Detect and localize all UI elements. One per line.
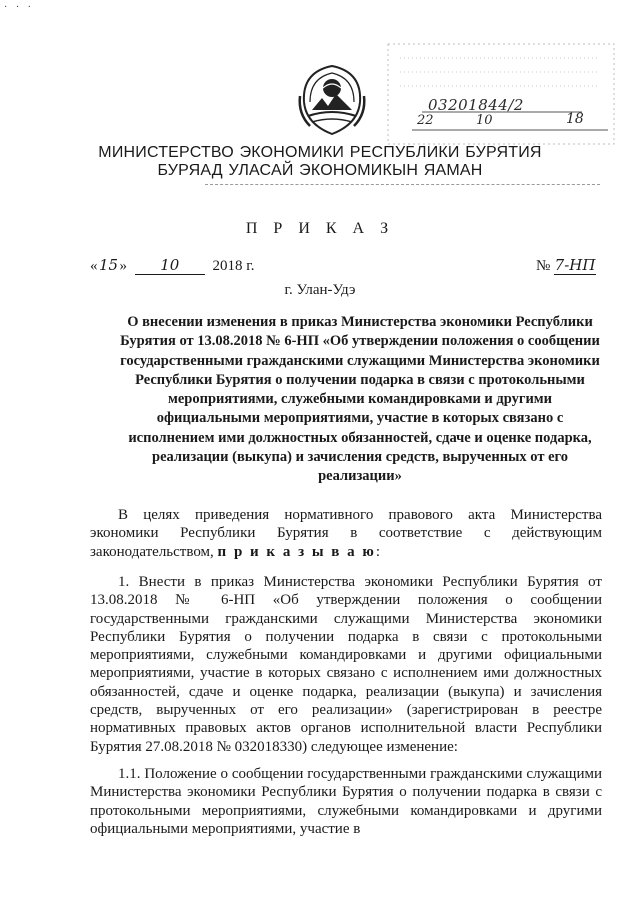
date-year: 2018 г. [212,258,255,274]
registration-stamp [382,40,620,150]
stamp-date-day: 22 [417,113,434,128]
item-1-paragraph: 1. Внести в приказ Министерства экономики Республики Бурятия от 13.08.2018 № 6-НП «Об утверждении положения о сообщении государственными гражданскими служащими Министерства экономики Республики Бурятия о получении подарка в связи с протокольными мероприятиями, служебными командировками и другими официальными мероприятиями, участие в которых связано с исполнением ими должностных обязанностей, сдаче и оценке подарка, реализации (выкупа) и зачисления средств, вырученных от его реализации» (зарегистрирован в реестре нормативных правовых актов органов исполнительной власти Республики Бурятия 27.08.2018 № 032018330) следующее изменение: [90,574,602,755]
order-number-label: № [536,258,551,274]
date-open-quote: « [90,258,98,274]
document-title: П Р И К А З [245,220,395,237]
scan-marks: · · · [4,2,34,13]
ministry-name-buryat: БУРЯАД УЛАСАЙ ЭКОНОМИКЫН ЯАМАН [157,162,483,179]
order-date [90,256,254,275]
header-divider [205,184,600,185]
stamp-date-month: 10 [476,113,493,128]
intro-paragraph [90,506,602,561]
date-close-quote: » [119,258,127,274]
order-number-value: 7-НП [554,256,596,274]
intro-command: п р и к а з ы в а ю [217,543,376,560]
buryatia-coat-of-arms-icon [296,58,368,138]
stamp-date-year: 18 [566,111,584,127]
date-day: 15 [98,256,119,274]
date-month: 10 [135,256,205,275]
order-number [536,256,596,275]
item-1-1-paragraph: 1.1. Положение о сообщении государственными гражданскими служащими Министерства экономики Республики Бурятия о получении подарка в связи с протокольными мероприятиями, служебными командировками и другими официальными мероприятиями, участие в [90,766,602,837]
stamp-registration-number: 03201844/2 [428,96,524,114]
intro-text: В целях приведения нормативного правового акта Министерства экономики Республики Бурятия в соответствие с действующим законодательством, [90,507,602,560]
intro-end: : [375,543,381,560]
ministry-name-russian: МИНИСТЕРСТВО ЭКОНОМИКИ РЕСПУБЛИКИ БУРЯТИЯ [98,144,542,161]
order-heading: О внесении изменения в приказ Министерства экономики Республики Бурятия от 13.08.2018 № 6-НП «Об утверждении положения о сообщении государственными гражданскими служащими Министерства экономики Республики Бурятия о получении подарка в связи с протокольными мероприятиями, служебными командировками и другими официальными мероприятиями, участие в которых связано с исполнением ими должностных обязанностей, сдаче и оценке подарка, реализации (выкупа) и зачисления средств, вырученных от его реализации» [120,314,600,485]
city: г. Улан-Удэ [284,282,356,298]
